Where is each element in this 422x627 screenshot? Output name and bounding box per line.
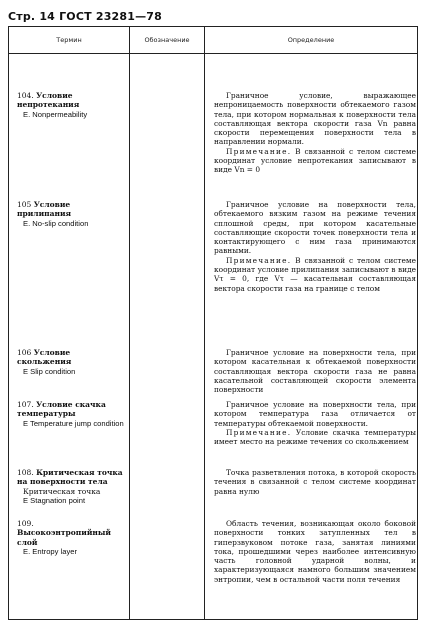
term-definition bbox=[214, 348, 416, 394]
definition-text: Граничное условие, выражающее непроницаемость поверхности обтекаемого газом тела, при котором нормальная к поверхности тела составляющая вектора скорости газа Vn равна скорости перемещения поверхности тела в направлении нормали. bbox=[214, 91, 416, 147]
term-number: 107. bbox=[17, 400, 34, 409]
term-definition bbox=[214, 91, 416, 175]
column-header-designation: Обозначение bbox=[144, 36, 190, 44]
term-number: 109. bbox=[17, 519, 34, 528]
definition-note bbox=[214, 256, 416, 293]
column-divider bbox=[204, 27, 205, 619]
term-name: Критическая точка на поверхности тела bbox=[17, 468, 123, 487]
term-entry bbox=[17, 519, 125, 557]
term-name: Условие скольжения bbox=[17, 348, 72, 367]
term-alternative: Критическая точка bbox=[23, 486, 101, 496]
note-text: Условие скачка температуры имеет место на режиме течения со скольжением bbox=[214, 427, 417, 447]
note-text: В связанной с телом системе координат условие прилипания записывают в виде Vτ = 0, где Vτ — касательная составляющая вектора скорости газа на границе с телом bbox=[214, 255, 416, 293]
term-name: Высокоэнтропийный слой bbox=[17, 528, 111, 547]
note-label: Примечание. bbox=[226, 427, 292, 437]
term-definition bbox=[214, 200, 416, 293]
term-english: E Stagnation point bbox=[23, 496, 86, 506]
term-number: 108. bbox=[17, 468, 34, 477]
definition-text: Граничное условие на поверхности тела, обтекаемого вязким газом на режиме течения сплошной среды, при котором касательные составляющие скорости точек поверхности тела и контактирующего с ним газа принимаются равными. bbox=[214, 200, 416, 256]
term-definition bbox=[214, 519, 416, 584]
table-header bbox=[9, 27, 417, 54]
term-english: E. Nonpermeability bbox=[23, 109, 88, 119]
term-name: Условие непротекания bbox=[17, 91, 80, 110]
term-name: Условие скачка температуры bbox=[17, 400, 106, 419]
term-entry bbox=[17, 91, 125, 119]
term-entry bbox=[17, 468, 125, 506]
note-label: Примечание. bbox=[226, 255, 292, 265]
definition-text: Граничное условие на поверхности тела, при котором касательная к обтекаемой поверхности составляющая вектора скорости газа не равна касательной составляющей скорости элемента поверхности bbox=[214, 348, 416, 395]
term-english: E. No-slip condition bbox=[23, 218, 89, 228]
term-entry bbox=[17, 348, 125, 376]
definition-text: Граничное условие на поверхности тела, при котором температура газа отличается от температуры обтекаемой поверхности. bbox=[214, 400, 416, 428]
column-divider bbox=[129, 27, 130, 619]
definition-note bbox=[214, 147, 416, 175]
note-label: Примечание. bbox=[226, 146, 292, 156]
column-header-term: Термин bbox=[56, 36, 82, 44]
term-name: Условие прилипания bbox=[17, 200, 72, 219]
term-number: 106 bbox=[17, 348, 32, 357]
column-header-definition: Определение bbox=[287, 36, 335, 44]
term-number: 105 bbox=[17, 200, 32, 209]
term-entry bbox=[17, 400, 125, 428]
definition-text: Точка разветвления потока, в которой скорость течения в связанной с телом системе координат равна нулю bbox=[214, 468, 416, 496]
term-definition bbox=[214, 468, 416, 496]
page-header: Стр. 14 ГОСТ 23281—78 bbox=[8, 10, 163, 23]
terms-table bbox=[8, 26, 418, 620]
term-english: E. Entropy layer bbox=[23, 547, 78, 557]
definition-text: Область течения, возникающая около боковой поверхности тонких затупленных тел в гиперзвуковом потоке газа, занятая линиями тока, прошедшими через наиболее интенсивную часть головной ударной волны, и характеризующаяся намного большим значением энтропии, чем в остальной части поля течения bbox=[214, 519, 416, 584]
note-text: В связанной с телом системе координат условие непротекания записывают в виде Vn = 0 bbox=[214, 146, 416, 175]
definition-note bbox=[214, 428, 416, 447]
term-number: 104. bbox=[17, 91, 34, 100]
term-definition bbox=[214, 400, 416, 446]
term-english: E Temperature jump condition bbox=[23, 418, 124, 428]
term-english: E Slip condition bbox=[23, 366, 76, 376]
term-entry bbox=[17, 200, 125, 228]
